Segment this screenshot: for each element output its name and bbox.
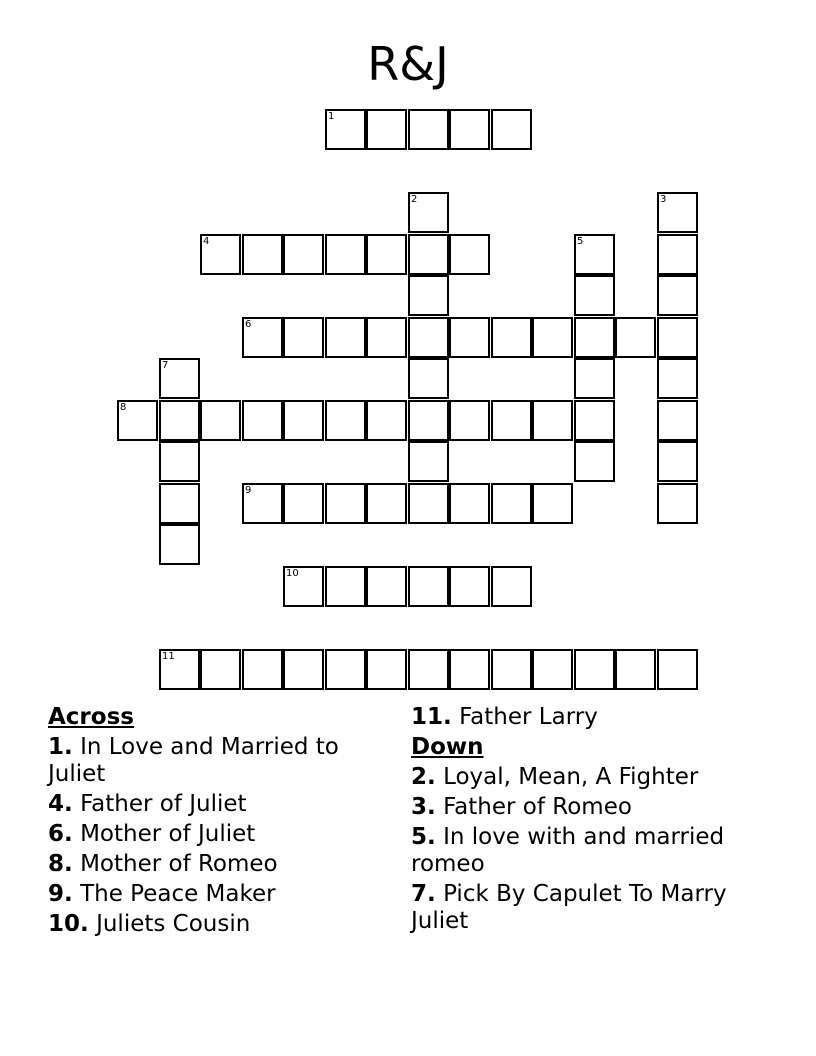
grid-cell[interactable] (491, 109, 532, 150)
cell-number: 7 (162, 360, 169, 371)
grid-cell[interactable] (408, 441, 449, 482)
clue-text: Father of Romeo (443, 794, 632, 820)
grid-cell[interactable] (491, 566, 532, 607)
grid-cell[interactable] (615, 317, 656, 358)
grid-cell[interactable] (283, 649, 324, 690)
clue-text: Juliets Cousin (96, 911, 251, 937)
grid-cell[interactable] (408, 192, 449, 233)
cell-number: 8 (120, 402, 127, 413)
cell-number: 4 (203, 236, 210, 247)
grid-cell[interactable] (325, 109, 366, 150)
grid-cell[interactable] (408, 234, 449, 275)
grid-cell[interactable] (657, 275, 698, 316)
clue-down-2 (411, 764, 751, 791)
grid-cell[interactable] (532, 649, 573, 690)
grid-cell[interactable] (574, 441, 615, 482)
grid-cell[interactable] (574, 317, 615, 358)
grid-cell[interactable] (408, 109, 449, 150)
clue-across-1 (48, 734, 368, 788)
clue-number: 4. (48, 791, 73, 817)
grid-cell[interactable] (159, 649, 200, 690)
grid-cell[interactable] (657, 483, 698, 524)
grid-cell[interactable] (657, 649, 698, 690)
clue-down-7 (411, 881, 751, 935)
grid-cell[interactable] (242, 400, 283, 441)
clue-text: Pick By Capulet To Marry Juliet (411, 881, 727, 934)
grid-cell[interactable] (532, 317, 573, 358)
clue-text: Mother of Juliet (80, 821, 256, 847)
grid-cell[interactable] (574, 275, 615, 316)
grid-cell[interactable] (366, 400, 407, 441)
grid-cell[interactable] (283, 483, 324, 524)
grid-cell[interactable] (325, 566, 366, 607)
grid-cell[interactable] (200, 400, 241, 441)
grid-cell[interactable] (657, 317, 698, 358)
clue-text: Father of Juliet (80, 791, 247, 817)
grid-cell[interactable] (325, 483, 366, 524)
grid-cell[interactable] (366, 234, 407, 275)
grid-cell[interactable] (366, 317, 407, 358)
grid-cell[interactable] (449, 317, 490, 358)
clue-across-6 (48, 821, 368, 848)
grid-cell[interactable] (657, 234, 698, 275)
grid-cell[interactable] (408, 400, 449, 441)
grid-cell[interactable] (574, 234, 615, 275)
clue-across-8 (48, 851, 368, 878)
clue-text: The Peace Maker (80, 881, 276, 907)
page-title: R&J (367, 37, 449, 91)
clue-text: In love with and married romeo (411, 824, 725, 877)
cell-number: 1 (328, 111, 335, 122)
grid-cell[interactable] (408, 358, 449, 399)
clues-column-right (411, 704, 751, 938)
clue-across-11 (411, 704, 751, 731)
grid-cell[interactable] (283, 400, 324, 441)
clue-down-5 (411, 824, 751, 878)
clue-across-10 (48, 911, 368, 938)
grid-cell[interactable] (657, 400, 698, 441)
clue-number: 1. (48, 734, 73, 760)
grid-cell[interactable] (408, 566, 449, 607)
across-heading: Across (48, 704, 134, 730)
grid-cell[interactable] (283, 566, 324, 607)
grid-cell[interactable] (615, 649, 656, 690)
grid-cell[interactable] (491, 483, 532, 524)
grid-cell[interactable] (366, 483, 407, 524)
grid-cell[interactable] (449, 483, 490, 524)
grid-cell[interactable] (449, 234, 490, 275)
clue-number: 6. (48, 821, 73, 847)
clue-number: 5. (411, 824, 436, 850)
cell-number: 11 (162, 651, 175, 662)
clue-across-4 (48, 791, 368, 818)
grid-cell[interactable] (491, 400, 532, 441)
grid-cell[interactable] (532, 400, 573, 441)
grid-cell[interactable] (574, 400, 615, 441)
clues-column-left (48, 704, 368, 941)
grid-cell[interactable] (408, 275, 449, 316)
clue-down-3 (411, 794, 751, 821)
cell-number: 6 (245, 319, 252, 330)
grid-cell[interactable] (491, 649, 532, 690)
clue-across-9 (48, 881, 368, 908)
grid-cell[interactable] (325, 400, 366, 441)
grid-cell[interactable] (449, 400, 490, 441)
grid-cell[interactable] (325, 317, 366, 358)
grid-cell[interactable] (117, 400, 158, 441)
clue-number: 11. (411, 704, 452, 730)
grid-cell[interactable] (159, 524, 200, 565)
grid-cell[interactable] (449, 649, 490, 690)
grid-cell[interactable] (657, 192, 698, 233)
clue-text: In Love and Married to Juliet (48, 734, 339, 787)
clue-text: Father Larry (459, 704, 598, 730)
grid-cell[interactable] (242, 483, 283, 524)
grid-cell[interactable] (574, 649, 615, 690)
grid-cell[interactable] (449, 109, 490, 150)
clue-number: 8. (48, 851, 73, 877)
clue-number: 9. (48, 881, 73, 907)
grid-cell[interactable] (200, 234, 241, 275)
grid-cell[interactable] (325, 234, 366, 275)
grid-cell[interactable] (574, 358, 615, 399)
cell-number: 3 (660, 194, 667, 205)
grid-cell[interactable] (408, 317, 449, 358)
cell-number: 5 (577, 236, 584, 247)
grid-cell[interactable] (408, 483, 449, 524)
cell-number: 2 (411, 194, 418, 205)
clue-number: 10. (48, 911, 89, 937)
clue-text: Loyal, Mean, A Fighter (443, 764, 699, 790)
grid-cell[interactable] (449, 566, 490, 607)
grid-cell[interactable] (159, 358, 200, 399)
grid-cell[interactable] (366, 649, 407, 690)
grid-cell[interactable] (200, 649, 241, 690)
grid-cell[interactable] (325, 649, 366, 690)
clue-text: Mother of Romeo (80, 851, 278, 877)
grid-cell[interactable] (159, 400, 200, 441)
grid-cell[interactable] (242, 649, 283, 690)
grid-cell[interactable] (532, 483, 573, 524)
grid-cell[interactable] (159, 441, 200, 482)
grid-cell[interactable] (242, 234, 283, 275)
cell-number: 10 (286, 568, 299, 579)
grid-cell[interactable] (242, 317, 283, 358)
clue-number: 2. (411, 764, 436, 790)
grid-cell[interactable] (283, 234, 324, 275)
grid-cell[interactable] (283, 317, 324, 358)
grid-cell[interactable] (657, 358, 698, 399)
down-heading: Down (411, 734, 484, 760)
grid-cell[interactable] (491, 317, 532, 358)
cell-number: 9 (245, 485, 252, 496)
clue-number: 3. (411, 794, 436, 820)
clue-number: 7. (411, 881, 436, 907)
grid-cell[interactable] (408, 649, 449, 690)
grid-cell[interactable] (657, 441, 698, 482)
grid-cell[interactable] (159, 483, 200, 524)
grid-cell[interactable] (366, 109, 407, 150)
grid-cell[interactable] (366, 566, 407, 607)
